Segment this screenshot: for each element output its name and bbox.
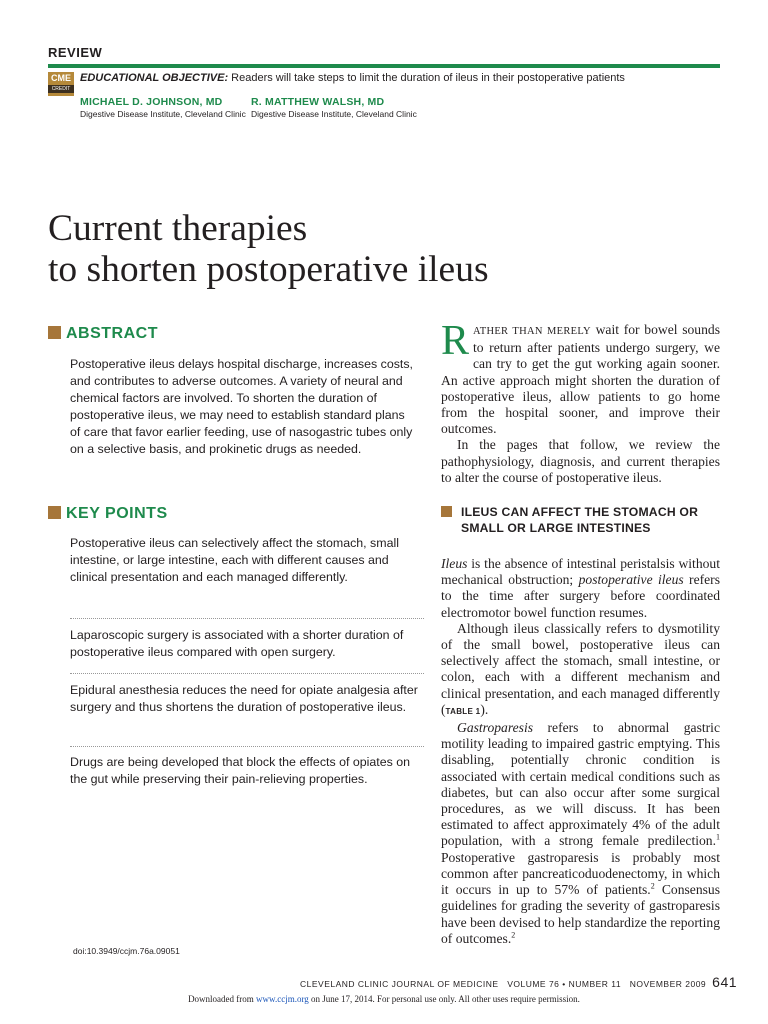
- body-column: [441, 318, 721, 947]
- abstract-text: Postoperative ileus delays hospital discharge, increases costs, and contributes to adverse outcomes. A variety of neural and chemical factors are involved. To shorten the duration of postoperative ileus, we may need to establish standard plans of care that favor earlier feeding, use of nasogastric tubes only on a selective basis, and prokinetic drugs as needed.: [70, 357, 413, 456]
- section-label: REVIEW: [48, 45, 103, 60]
- table-reference-link[interactable]: TABLE 1: [445, 706, 481, 716]
- citation-ref: 1: [716, 832, 720, 842]
- key-point-divider: [70, 673, 424, 674]
- term-italic: Ileus: [441, 556, 468, 572]
- section-heading-text: ILEUS CAN AFFECT THE STOMACH OR SMALL OR LARGE INTESTINES: [461, 505, 699, 536]
- cme-badge-sub: CREDIT: [48, 85, 74, 93]
- ccjm-link[interactable]: www.ccjm.org: [256, 994, 309, 1004]
- key-points-heading-text: KEY POINTS: [66, 505, 168, 522]
- citation-ref: 2: [511, 930, 516, 940]
- author-affiliation: Digestive Disease Institute, Cleveland Clinic: [251, 109, 417, 119]
- key-point-divider: [70, 618, 424, 619]
- cme-badge-main: CME: [51, 73, 71, 83]
- page-number: 641: [712, 974, 738, 990]
- intro-text: wait for bowel sounds to return after patients undergo surgery, we can try to get the gut working again sooner. An active approach might shorten the duration of postoperative ileus, allow patients to go home from the hospital sooner, and improve their outcomes.: [441, 322, 720, 437]
- author-affiliation: Digestive Disease Institute, Cleveland Clinic: [80, 109, 246, 119]
- heading-square-icon: [48, 506, 61, 519]
- volume: VOLUME 76: [507, 979, 560, 989]
- term-italic: Gastroparesis: [457, 720, 534, 736]
- journal-name: CLEVELAND CLINIC JOURNAL OF MEDICINE: [300, 979, 499, 989]
- body-text: refers to abnormal gastric motility leading to impaired gastric emptying. This disabling, potentially chronic condition is associated with certain medical conditions such as diabetes, but can also occur after some surgical procedures, as we will discuss. It has been estimated to affect approximately 4% of the adult population, with a strong female predilection.: [441, 720, 720, 849]
- abstract-heading: [48, 325, 158, 343]
- body-text: ).: [480, 701, 489, 717]
- key-point: Postoperative ileus can selectively affect the stomach, small intestine, or large intestine, each with different causes and clinical presentation and each managed differently.: [70, 536, 399, 584]
- download-text: Downloaded from: [188, 994, 257, 1004]
- heading-square-icon: [441, 506, 452, 517]
- term-italic: postoperative ileus: [578, 572, 684, 588]
- author-block: [80, 96, 246, 120]
- issue-number: NUMBER 11: [568, 979, 622, 989]
- doi: doi:10.3949/ccjm.76a.09051: [73, 946, 180, 956]
- body-text: Consensus guidelines for grading the severity of gastroparesis have been devised to help standardize the reporting of outcomes.: [441, 882, 721, 946]
- article-title-line-2: to shorten postoperative ileus: [48, 249, 489, 290]
- body-text: refers to the time after surgery before coordinated electromotor bowel function resumes.: [441, 572, 720, 620]
- issue-date: NOVEMBER 2009: [629, 979, 707, 989]
- body-text: Although ileus classically refers to dysmotility of the small bowel, postoperative ileus can selectively affect the stomach, small intestine, or colon, each with a different mechanism and clinical presentation, and each managed differently (: [441, 620, 720, 717]
- key-point: Drugs are being developed that block the effects of opiates on the gut while preserving their pain-relieving properties.: [70, 755, 411, 786]
- body-paragraph: In the pages that follow, we review the pathophysiology, diagnosis, and current therapies to alter the course of postoperative ileus.: [441, 437, 720, 485]
- abstract-heading-text: ABSTRACT: [66, 325, 158, 342]
- heading-square-icon: [48, 326, 61, 339]
- page-footer: CLEVELAND CLINIC JOURNAL OF MEDICINE VOLUME 76 • NUMBER 11 NOVEMBER 2009 641: [300, 974, 738, 990]
- author-name: MICHAEL D. JOHNSON, MD: [80, 96, 223, 108]
- key-point: Epidural anesthesia reduces the need for opiate analgesia after surgery and thus shortens the duration of postoperative ileus.: [70, 683, 418, 714]
- key-point-divider: [70, 746, 424, 747]
- download-text: on June 17, 2014. For personal use only. All other uses require permission.: [308, 994, 580, 1004]
- intro-small-caps: ATHER THAN MERELY: [473, 326, 591, 337]
- cme-credit-badge: [48, 72, 74, 96]
- author-name: R. MATTHEW WALSH, MD: [251, 96, 385, 108]
- key-point: Laparoscopic surgery is associated with a shorter duration of postoperative ileus compared with open surgery.: [70, 628, 404, 659]
- download-notice: [0, 994, 768, 1004]
- objective-lead: EDUCATIONAL OBJECTIVE:: [80, 72, 229, 84]
- author-block: [251, 96, 417, 120]
- body-text: Postoperative gastroparesis is probably most common after pancreaticoduodenectomy, in which it occurs in up to 57% of patients.: [441, 849, 720, 898]
- educational-objective: [80, 71, 625, 85]
- body-paragraph: [441, 556, 720, 621]
- key-points-heading: [48, 505, 168, 523]
- body-paragraph: [441, 720, 720, 947]
- body-paragraph: [441, 621, 720, 720]
- header-rule: [48, 64, 720, 68]
- drop-cap: R: [441, 318, 470, 364]
- article-title: [48, 208, 489, 290]
- body-text: is the absence of intestinal peristalsis without mechanical obstruction;: [441, 556, 720, 588]
- article-title-line-1: Current therapies: [48, 208, 308, 249]
- objective-text: Readers will take steps to limit the duration of ileus in their postoperative patients: [228, 72, 625, 84]
- intro-paragraph: [441, 318, 720, 437]
- citation-ref: 2: [650, 881, 655, 891]
- section-heading: [441, 504, 720, 536]
